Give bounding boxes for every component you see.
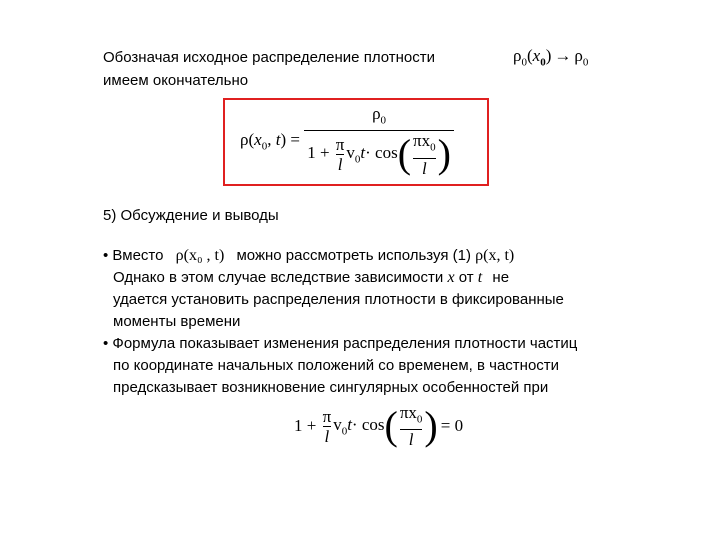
bullet-1-ot: от [458,269,474,286]
main-pix: πx [413,131,431,151]
sing-v: v [333,414,342,434]
notation-expression [513,46,588,68]
bullet-1-expr-1: ρ(x₀ , t) [175,247,225,264]
main-lhs-close: ) = [280,129,300,149]
bullet-1-prefix: • Вместо [103,247,164,264]
main-denominator [304,130,454,177]
sing-cos: · cos [351,414,385,434]
sing-one-plus: 1 + [294,416,317,436]
singular-formula [294,403,463,449]
sing-pi: π [322,406,332,426]
bullet-1-line-1 [103,246,514,266]
main-v: v [346,143,355,163]
sing-pix-over-l [400,403,423,449]
intro-line-2: имеем окончательно [103,72,249,89]
main-formula [240,104,454,178]
notation-x-sub: 0 [540,56,546,69]
sing-l-2: l [400,429,423,449]
section-title: 5) Обсуждение и выводы [103,207,279,224]
bullet-1-t: t [477,269,483,286]
main-v-sub: 0 [354,153,361,166]
arrow-icon: → [554,46,572,65]
main-lhs-rho: ρ( [240,129,255,149]
main-l: l [337,155,343,175]
notation-x: x [532,46,541,65]
notation-rho-sub: 0 [521,56,527,69]
notation-rho: ρ [513,46,522,65]
sing-paren-close: ) [424,403,438,449]
main-fraction [304,104,454,178]
bullet-1-ne: не [492,269,510,286]
sing-pi-over-l [323,407,332,446]
notation-paren-close: ) [545,46,552,65]
main-paren-close: ) [437,131,451,177]
main-num-rho: ρ [372,104,381,123]
bullet-1-mid: можно рассмотреть используя (1) [236,247,471,264]
bullet-1-line-3: удается установить распределения плотности в фиксированные [113,291,564,308]
main-t: t [360,143,366,163]
bullet-1-line-4: моменты времени [113,313,241,330]
main-lhs-sep: , [267,129,276,149]
sing-l: l [324,426,330,446]
main-numerator [369,104,389,130]
intro-line-1: Обозначая исходное распределение плотности [103,49,435,66]
main-pi: π [335,135,345,155]
sing-v-sub: 0 [341,425,348,438]
main-pix-over-l [413,131,436,177]
bullet-2-line-3: предсказывает возникновение сингулярных особенностей при [113,379,549,396]
sing-t: t [347,414,352,434]
main-pi-over-l [336,135,345,174]
bullet-2-line-1: • Формула показывает изменения распределения плотности частиц [103,335,578,352]
main-l-2: l [413,158,436,178]
bullet-1-line-2 [113,268,509,288]
sing-paren-open: ( [384,403,398,449]
main-lhs-x-sub: 0 [261,140,268,153]
notation-rho-rhs-sub: 0 [582,56,589,69]
main-lhs-x: x [254,129,262,149]
bullet-1-line-2-text: Однако в этом случае вследствие зависимости [113,269,444,286]
notation-rho-rhs: ρ [574,46,583,65]
sing-pix-sub: 0 [416,413,423,426]
bullet-1-expr-2: ρ(x, t) [475,247,515,264]
main-lhs-t: t [275,129,281,149]
main-pix-sub: 0 [430,141,436,154]
main-cos: · cos [365,143,398,163]
sing-equals-zero: = 0 [440,416,464,436]
main-num-sub: 0 [380,114,387,127]
sing-pix: πx [399,403,417,422]
bullet-2-line-2: по координате начальных положений со временем, в частности [113,357,560,374]
main-paren-open: ( [397,131,412,177]
notation-paren-open: ( [526,46,533,65]
bullet-1-x: x [447,269,455,286]
main-den-one-plus: 1 + [307,143,330,163]
